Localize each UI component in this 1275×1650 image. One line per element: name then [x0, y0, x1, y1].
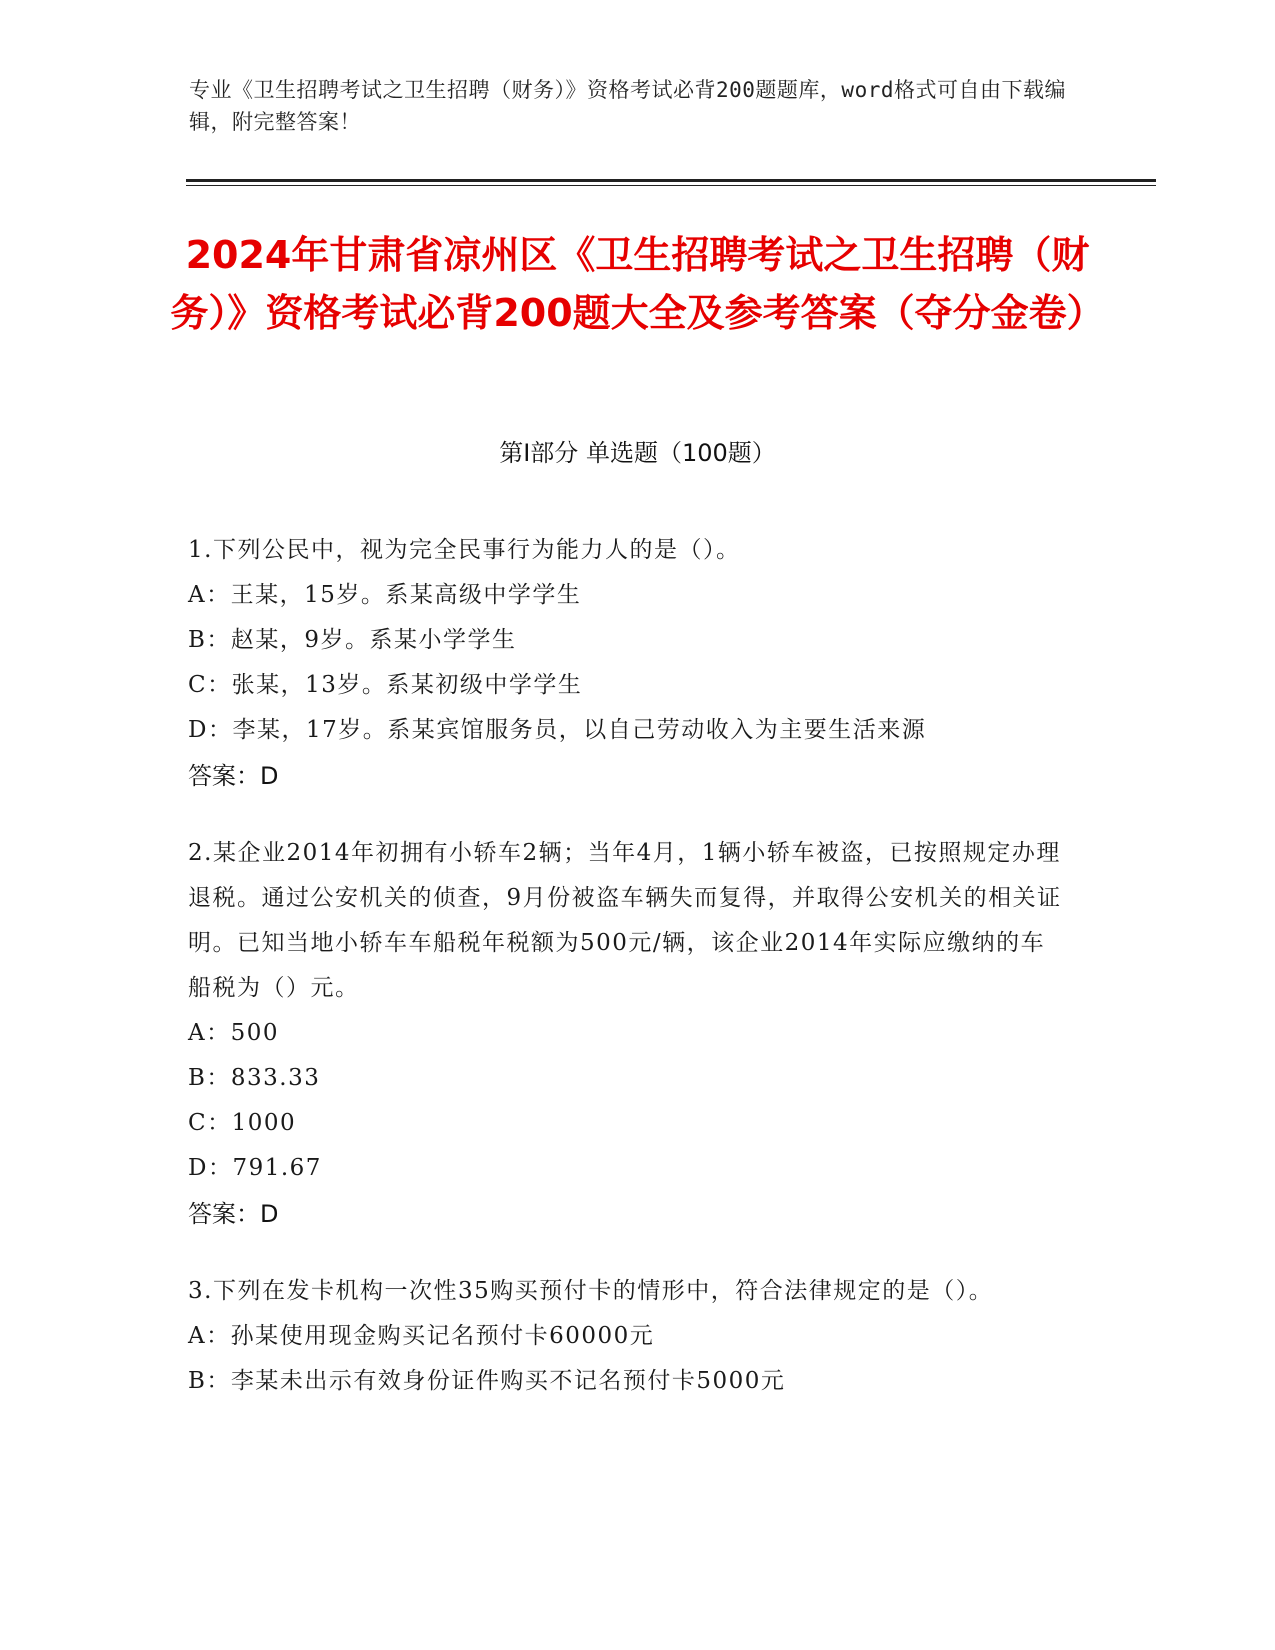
question-stem: 1.下列公民中，视为完全民事行为能力人的是（）。 — [188, 537, 741, 563]
header-divider-thin — [186, 185, 1156, 186]
option-d: D：李某，17岁。系某宾馆服务员，以自己劳动收入为主要生活来源 — [188, 717, 927, 743]
option-c: C：张某，13岁。系某初级中学学生 — [188, 672, 583, 698]
answer: 答案：D — [188, 762, 279, 790]
option-b: B：833.33 — [188, 1065, 321, 1091]
question-1 — [188, 528, 1068, 799]
option-b: B：赵某，9岁。系某小学学生 — [188, 627, 517, 653]
section-title: 第I部分 单选题（100题） — [499, 439, 776, 467]
question-stem: 3.下列在发卡机构一次性35购买预付卡的情形中，符合法律规定的是（）。 — [188, 1278, 994, 1304]
question-2 — [188, 831, 1068, 1237]
question-list — [188, 528, 1068, 1436]
header-note: 专业《卫生招聘考试之卫生招聘（财务）》资格考试必背200题题库，word格式可自由下载编辑，附完整答案！ — [189, 78, 1066, 134]
option-b: B：李某未出示有效身份证件购买不记名预付卡5000元 — [188, 1368, 786, 1394]
question-3 — [188, 1269, 1068, 1404]
question-stem: 2.某企业2014年初拥有小轿车2辆；当年4月，1辆小轿车被盗，已按照规定办理退税。通过公安机关的侦查，9月份被盗车辆失而复得，并取得公安机关的相关证明。已知当地小轿车车船税年税额为500元/辆，该企业2014年实际应缴纳的车船税为（）元。 — [188, 840, 1062, 1001]
option-a: A：孙某使用现金购买记名预付卡60000元 — [188, 1323, 655, 1349]
option-c: C：1000 — [188, 1110, 297, 1136]
header-divider-thick — [186, 179, 1156, 182]
option-a: A：王某，15岁。系某高级中学学生 — [188, 582, 582, 608]
answer: 答案：D — [188, 1200, 279, 1228]
document-title: 2024年甘肃省凉州区《卫生招聘考试之卫生招聘（财务）》资格考试必背200题大全及参考答案（夺分金卷） — [170, 233, 1105, 335]
option-a: A：500 — [188, 1020, 280, 1046]
option-d: D：791.67 — [188, 1155, 322, 1181]
